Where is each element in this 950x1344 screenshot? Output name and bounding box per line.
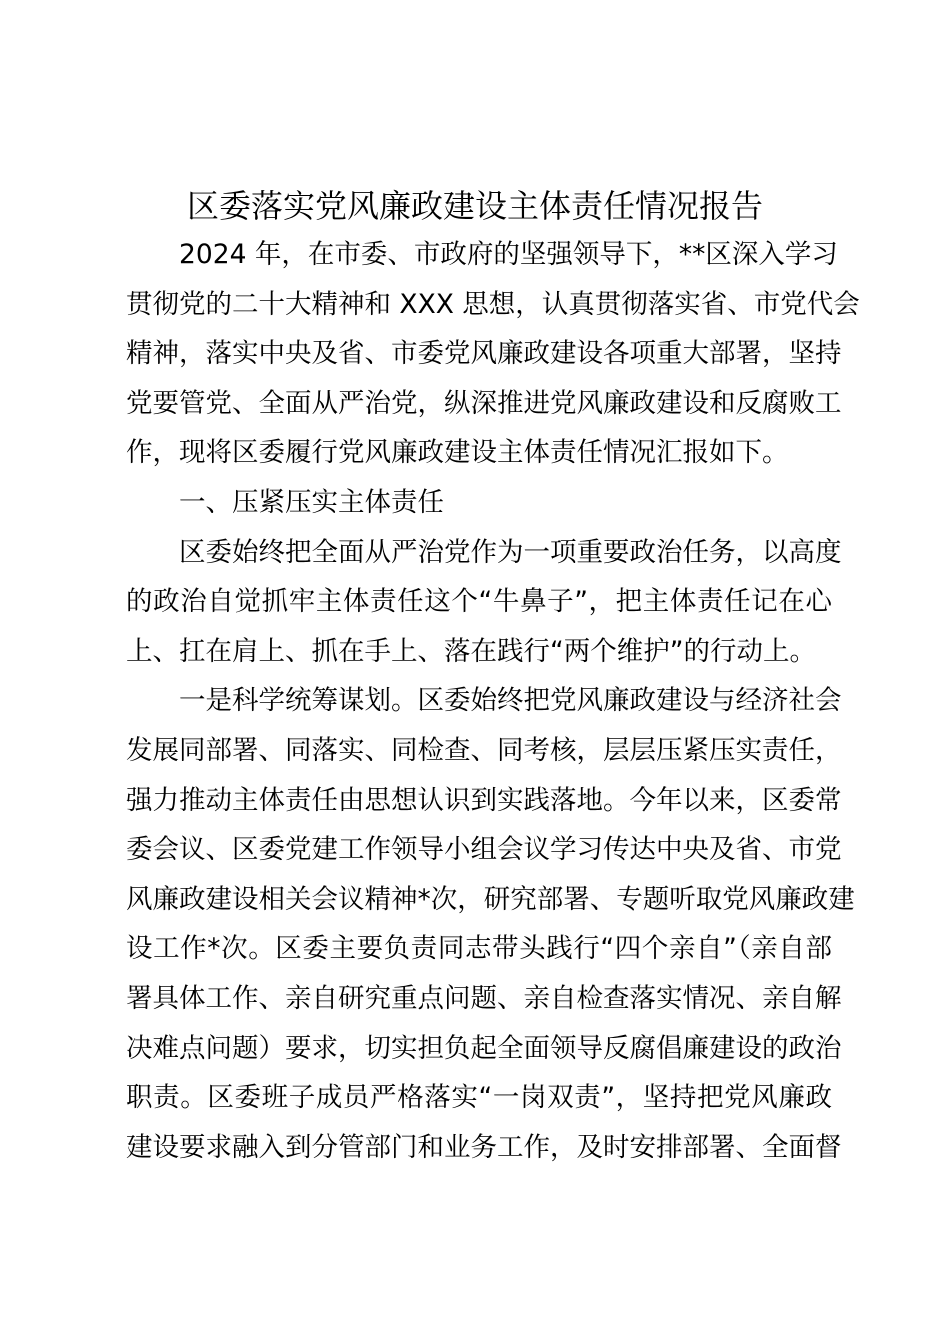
text-line: 上、扛在肩上、抓在手上、落在践行“两个维护”的行动上。 — [126, 635, 816, 667]
text-line: 建设要求融入到分管部门和业务工作，及时安排部署、全面督 — [126, 1131, 842, 1163]
paragraph-intro — [126, 230, 860, 478]
text-line: 风廉政建设相关会议精神*次，研究部署、专题听取党风廉政建 — [126, 883, 855, 915]
text-line: 决难点问题）要求，切实担负起全面领导反腐倡廉建设的政治 — [126, 1032, 842, 1064]
text-line: 精神，落实中央及省、市委党风廉政建设各项重大部署，坚持 — [126, 338, 842, 370]
text-line: 一是科学统筹谋划。区委始终把党风廉政建设与经济社会 — [179, 685, 842, 717]
document-body — [126, 230, 860, 1172]
text-line: 署具体工作、亲自研究重点问题、亲自检查落实情况、亲自解 — [126, 982, 842, 1014]
paragraph-responsibility — [126, 528, 842, 677]
text-line: 强力推动主体责任由思想认识到实践落地。今年以来，区委常 — [126, 784, 842, 816]
text-line: 作，现将区委履行党风廉政建设主体责任情况汇报如下。 — [126, 437, 789, 469]
text-line: 2024 年，在市委、市政府的坚强领导下，**区深入学习 — [179, 239, 838, 270]
text-line: 区委始终把全面从严治党作为一项重要政治任务，以高度 — [179, 536, 842, 568]
text-line: 的政治自觉抓牢主体责任这个“牛鼻子”，把主体责任记在心 — [126, 586, 832, 618]
document-title: 区委落实党风廉政建设主体责任情况报告 — [186, 187, 763, 225]
text-line: 委会议、区委党建工作领导小组会议学习传达中央及省、市党 — [126, 834, 842, 866]
section-heading — [126, 478, 832, 528]
text-line: 职责。区委班子成员严格落实“一岗双责”，坚持把党风廉政 — [126, 1082, 832, 1114]
heading-line: 一、压紧压实主体责任 — [179, 486, 444, 518]
paragraph-planning — [126, 676, 855, 1172]
text-line: 发展同部署、同落实、同检查、同考核，层层压紧压实责任， — [126, 734, 842, 766]
text-line: 设工作*次。区委主要负责同志带头践行“四个亲自”（亲自部 — [126, 933, 832, 965]
text-line: 党要管党、全面从严治党，纵深推进党风廉政建设和反腐败工 — [126, 387, 842, 419]
text-line: 贯彻党的二十大精神和 XXX 思想，认真贯彻落实省、市党代会 — [126, 288, 860, 320]
